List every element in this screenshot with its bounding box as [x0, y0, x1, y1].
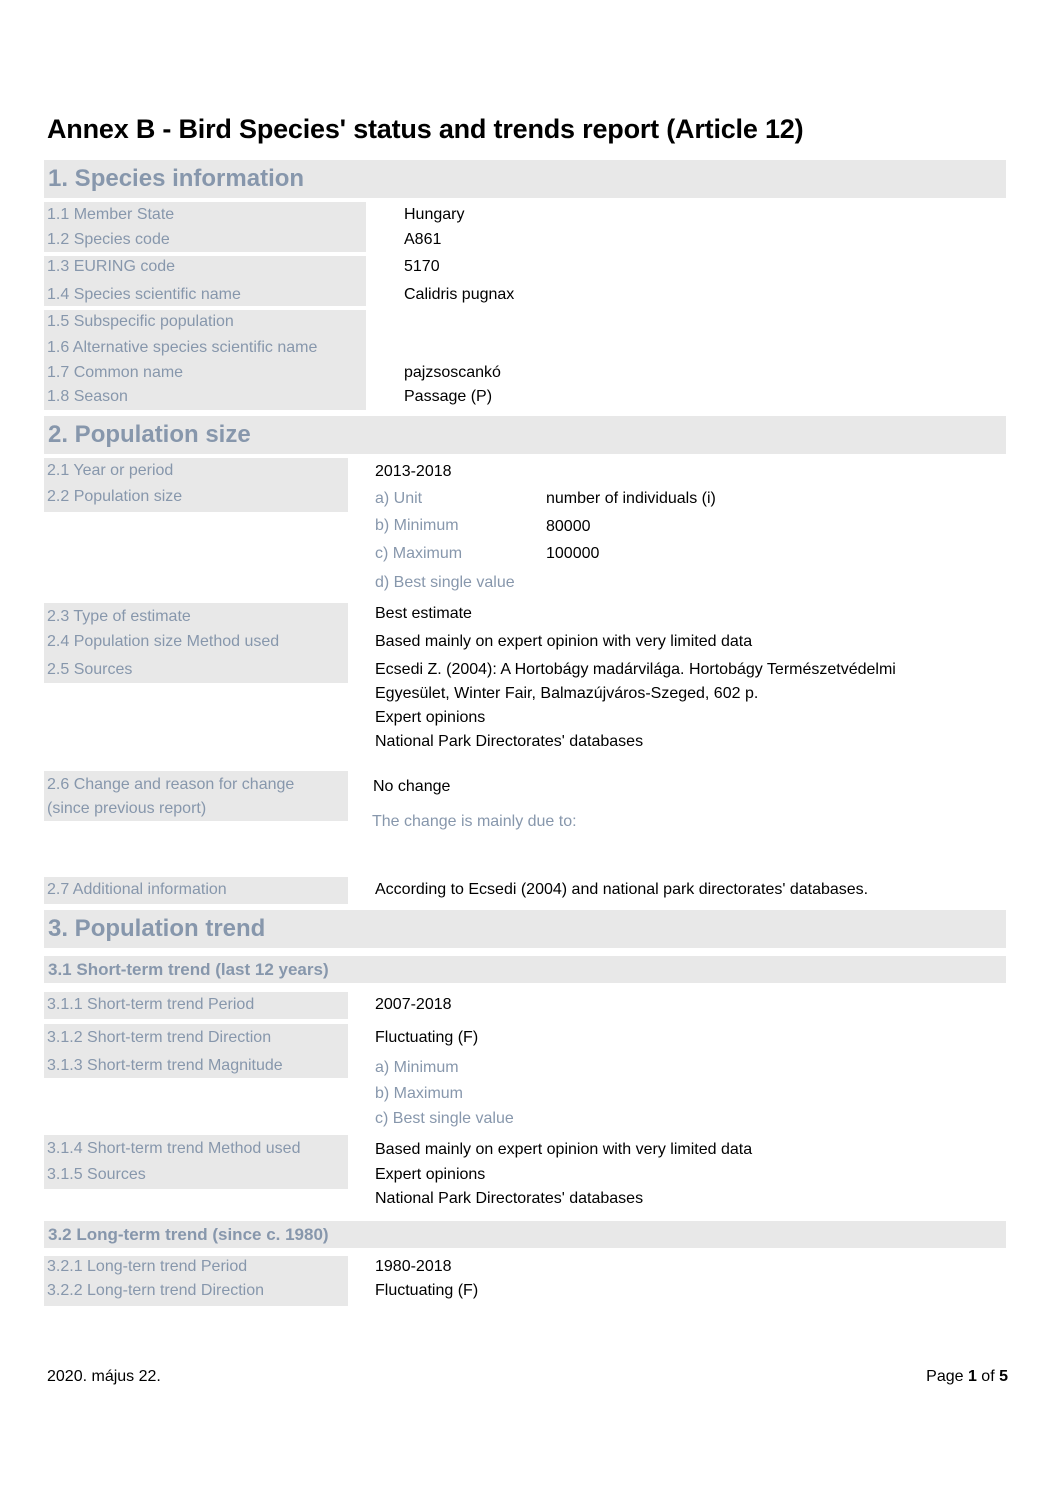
sources-line: Egyesület, Winter Fair, Balmazújváros-Szeged, 602 p. — [375, 685, 759, 702]
common-name-value: pajzsoscankó — [404, 364, 501, 381]
section-heading: 1. Species information — [48, 165, 305, 192]
short-term-method-label: 3.1.4 Short-term trend Method used — [47, 1140, 301, 1157]
short-term-direction-label: 3.1.2 Short-term trend Direction — [47, 1029, 272, 1046]
scientific-name-value: Calidris pugnax — [404, 286, 515, 303]
page-total: 5 — [999, 1368, 1008, 1385]
type-of-estimate-value: Best estimate — [375, 605, 472, 622]
additional-information-label: 2.7 Additional information — [47, 881, 227, 898]
long-term-direction-label: 3.2.2 Long-tern trend Direction — [47, 1282, 265, 1299]
change-value: No change — [373, 778, 451, 795]
subsection-heading: 3.1 Short-term trend (last 12 years) — [48, 960, 329, 979]
section-population-size — [44, 416, 1006, 454]
short-term-sources-label: 3.1.5 Sources — [47, 1166, 146, 1183]
change-label-since: (since previous report) — [47, 800, 207, 817]
magnitude-maximum-label: b) Maximum — [375, 1085, 464, 1102]
population-size-label: 2.2 Population size — [47, 488, 183, 505]
long-term-period-label: 3.2.1 Long-tern trend Period — [47, 1258, 248, 1275]
maximum-value: 100000 — [546, 545, 600, 562]
footer-date: 2020. május 22. — [47, 1368, 161, 1385]
member-state-label: 1.1 Member State — [47, 206, 175, 223]
long-term-period-value: 1980-2018 — [375, 1258, 452, 1275]
euring-code-label: 1.3 EURING code — [47, 258, 176, 275]
page-prefix: Page — [926, 1368, 968, 1385]
type-of-estimate-label: 2.3 Type of estimate — [47, 608, 191, 625]
section-population-trend — [44, 910, 1006, 948]
additional-information-value: According to Ecsedi (2004) and national park directorates' databases. — [375, 881, 869, 898]
common-name-label: 1.7 Common name — [47, 364, 184, 381]
short-term-sources-line: National Park Directorates' databases — [375, 1190, 644, 1207]
method-used-label: 2.4 Population size Method used — [47, 633, 280, 650]
subsection-heading: 3.2 Long-term trend (since c. 1980) — [48, 1225, 329, 1244]
subsection-long-term-trend — [44, 1221, 1006, 1248]
year-period-label: 2.1 Year or period — [47, 462, 174, 479]
magnitude-best-value-label: c) Best single value — [375, 1110, 514, 1127]
season-label: 1.8 Season — [47, 388, 128, 405]
short-term-period-value: 2007-2018 — [375, 996, 452, 1013]
scientific-name-label: 1.4 Species scientific name — [47, 286, 241, 303]
maximum-label: c) Maximum — [375, 545, 463, 562]
short-term-period-label: 3.1.1 Short-term trend Period — [47, 996, 255, 1013]
subspecific-population-label: 1.5 Subspecific population — [47, 313, 234, 330]
year-period-value: 2013-2018 — [375, 463, 452, 480]
sources-line: Expert opinions — [375, 709, 486, 726]
magnitude-minimum-label: a) Minimum — [375, 1059, 459, 1076]
sources-line: National Park Directorates' databases — [375, 733, 644, 750]
section-heading: 3. Population trend — [48, 915, 266, 942]
unit-label: a) Unit — [375, 490, 423, 507]
change-reason-label: The change is mainly due to: — [372, 813, 577, 830]
unit-value: number of individuals (i) — [546, 490, 716, 507]
page-current: 1 — [967, 1368, 977, 1385]
change-label: 2.6 Change and reason for change — [47, 776, 295, 793]
long-term-direction-value: Fluctuating (F) — [375, 1282, 479, 1299]
document-title: Annex B - Bird Species' status and trends report (Article 12) — [47, 114, 804, 144]
member-state-value: Hungary — [404, 206, 465, 223]
minimum-value: 80000 — [546, 518, 591, 535]
best-single-value-label: d) Best single value — [375, 574, 515, 591]
species-code-value: A861 — [404, 231, 442, 248]
sources-line: Ecsedi Z. (2004): A Hortobágy madárvilága. Hortobágy Természetvédelmi — [375, 661, 896, 678]
section-species-information — [44, 160, 1006, 198]
species-code-label: 1.2 Species code — [47, 231, 170, 248]
minimum-label: b) Minimum — [375, 517, 459, 534]
section-heading: 2. Population size — [48, 421, 251, 448]
subsection-short-term-trend — [44, 956, 1006, 983]
short-term-magnitude-label: 3.1.3 Short-term trend Magnitude — [47, 1057, 283, 1074]
short-term-direction-value: Fluctuating (F) — [375, 1029, 479, 1046]
page-number — [926, 1368, 1008, 1386]
page-separator: of — [976, 1368, 1000, 1385]
season-value: Passage (P) — [404, 388, 493, 405]
method-used-value: Based mainly on expert opinion with very limited data — [375, 633, 753, 650]
short-term-sources-line: Expert opinions — [375, 1166, 486, 1183]
euring-code-value: 5170 — [404, 258, 440, 275]
short-term-method-value: Based mainly on expert opinion with very limited data — [375, 1141, 753, 1158]
sources-label: 2.5 Sources — [47, 661, 133, 678]
alternative-name-label: 1.6 Alternative species scientific name — [47, 339, 318, 356]
